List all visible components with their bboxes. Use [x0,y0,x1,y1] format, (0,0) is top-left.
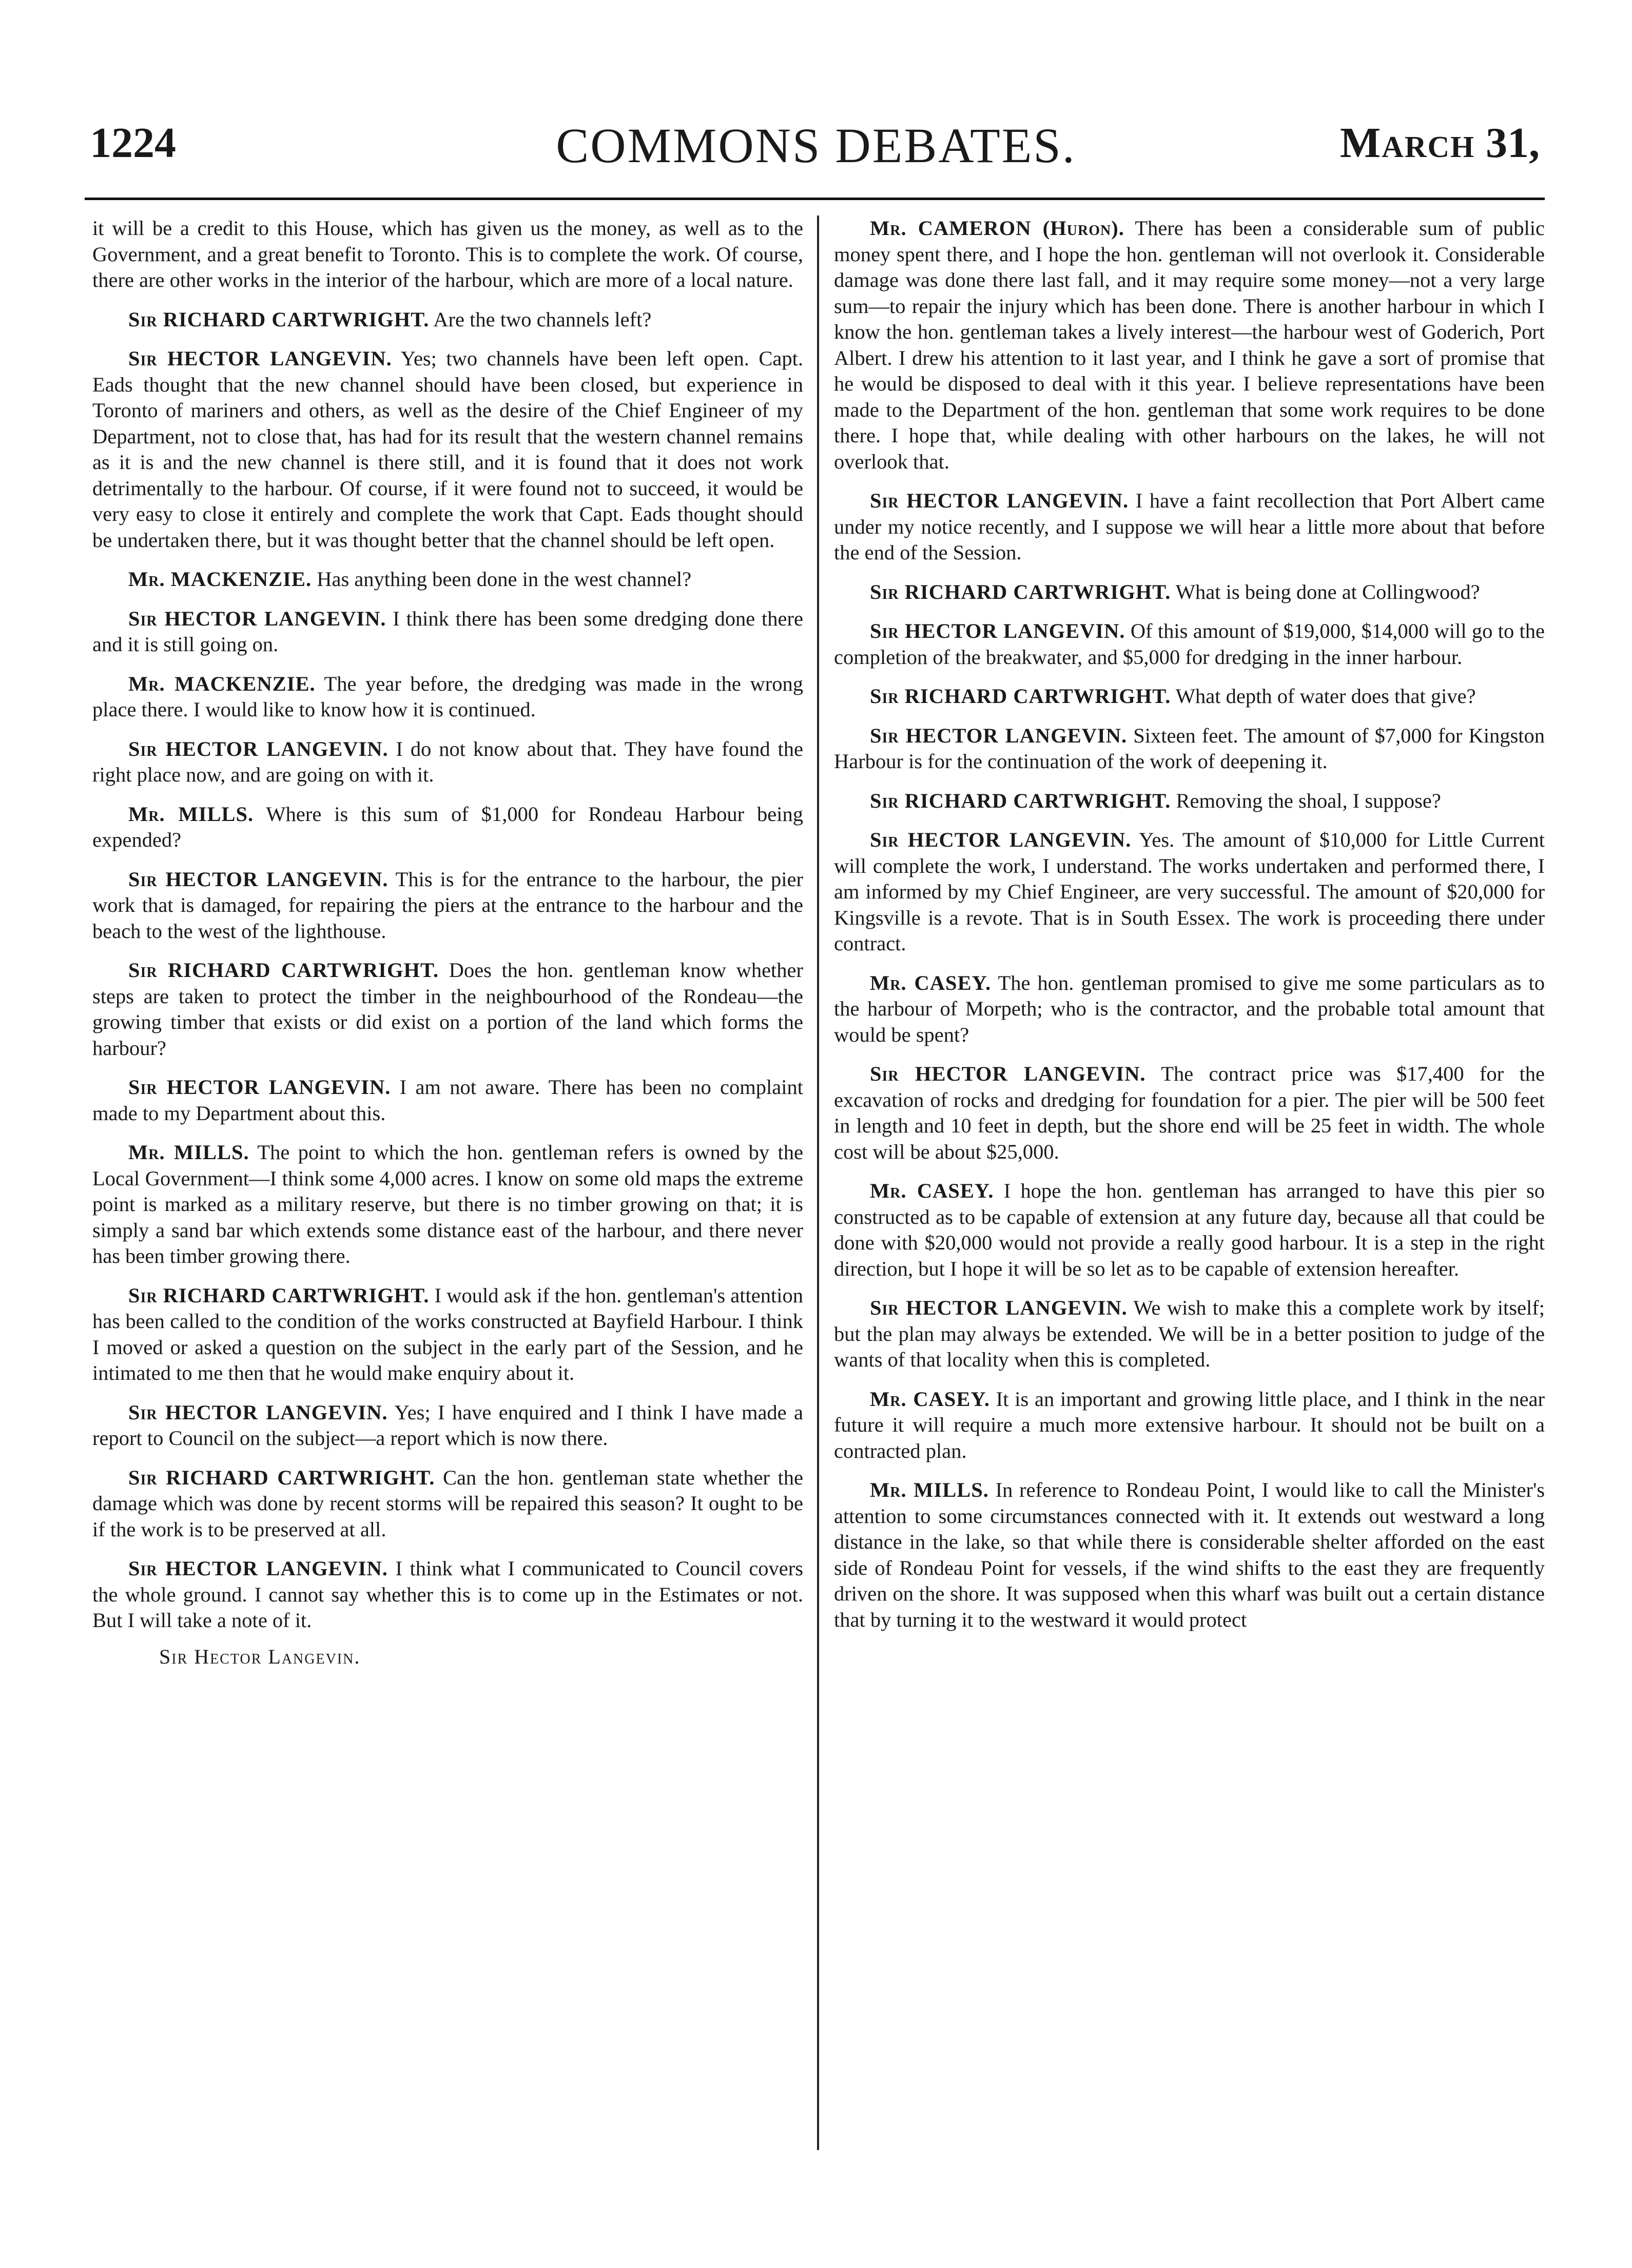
paragraph [834,1178,1545,1282]
paragraph [834,788,1545,814]
paragraph-text: it will be a credit to this House, which has given us the money, as well as to the Government, and a great benefit to Toronto. This is to complete the work. Of course, there are other works in the interior of the harbour, which are more of a local nature. [92,217,803,291]
paragraph [834,1386,1545,1464]
paragraph [92,307,803,333]
paragraph [834,488,1545,566]
paragraph [834,1477,1545,1633]
paragraph [92,867,803,945]
paragraph [92,736,803,788]
speaker-name: Mr. MACKENZIE. [128,568,312,591]
speaker-name: Sir HECTOR LANGEVIN. [128,1557,388,1580]
paragraph-text: This is for the entrance to the harbour, the pier work that is damaged, for repairing the piers at the entrance to the harbour and the beach to the west of the lighthouse. [92,867,803,943]
speaker-name: Mr. MILLS. [128,1141,249,1164]
speaker-name: Mr. CAMERON (Huron). [870,217,1124,240]
left-column [92,216,803,1670]
speaker-name: Sir RICHARD CARTWRIGHT. [128,307,430,331]
speaker-name: Mr. MACKENZIE. [128,672,316,695]
paragraph [834,1061,1545,1165]
speaker-name: Mr. MILLS. [870,1478,989,1501]
speaker-name: Mr. MILLS. [128,802,254,826]
speaker-name: Sir RICHARD CARTWRIGHT. [128,1465,435,1489]
speaker-name: Sir HECTOR LANGEVIN. [128,737,388,760]
speaker-name: Sir HECTOR LANGEVIN. [870,619,1125,642]
paragraph-text: I think what I communicated to Council covers the whole ground. I cannot say whether this is to come up in the Estimates or not. But I will take a note of it. [92,1557,804,1632]
speaker-name: Mr. CASEY. [870,1387,990,1411]
paragraph-text: Yes; I have enquired and I think I have made a report to Council on the subject—a report which is now there. [92,1400,804,1450]
speaker-name: Sir RICHARD CARTWRIGHT. [870,685,1171,708]
paragraph-text: Of this amount of $19,000, $14,000 will go to the completion of the breakwater, and $5,000 for dredging in the inner harbour. [834,619,1545,669]
paragraph [834,1295,1545,1373]
page-header [0,0,1632,195]
paragraph [834,827,1545,957]
paragraph-text: It is an important and growing little place, and I think in the near future it will require a much more extensive harbour. It should not be built on a contracted plan. [834,1387,1545,1462]
paragraph-text: I think there has been some dredging done there and it is still going on. [92,607,803,656]
speaker-name: Sir RICHARD CARTWRIGHT. [128,959,439,982]
speaker-name: Sir RICHARD CARTWRIGHT. [128,1283,430,1307]
speaker-name: Sir HECTOR LANGEVIN. [128,867,388,891]
paragraph [92,216,803,294]
header-rule [85,198,1545,202]
paragraph-text: What depth of water does that give? [1175,685,1476,708]
paragraph-text: The year before, the dredging was made in the wrong place there. I would like to know how it is continued. [92,672,803,721]
right-column [834,216,1545,1646]
paragraph [834,683,1545,710]
paragraph-text: The hon. gentleman promised to give me some particulars as to the harbour of Morpeth; who is the contractor, and the probable total amount that would be spent? [834,971,1545,1046]
speaker-name: Sir RICHARD CARTWRIGHT. [870,580,1171,603]
paragraph-text: Removing the shoal, I suppose? [1176,789,1441,812]
paragraph-text: Can the hon. gentleman state whether the damage which was done by recent storms will be repaired this season? It ought to be if the work is to be preserved at all. [92,1465,803,1541]
paragraph-text: Are the two channels left? [433,307,652,331]
paragraph-text: There has been a considerable sum of public money spent there, and I hope the hon. gentleman will not overlook it. Considerable damage was done there last fall, and it may require some money—not a very large sum—to repair the injury which has been done. There is another harbour in which I know the hon. gentleman takes a lively interest—the harbour west of Goderich, Port Albert. I drew his attention to it last year, and I think he gave a sort of promise that he would be disposed to deal with it this year. I believe representations have been made to the Department of the hon. gentleman that some work requires to be done there. I hope that, while dealing with other harbours on the lakes, he will not overlook that. [834,217,1545,473]
paragraph [92,566,803,593]
speaker-name: Sir HECTOR LANGEVIN. [128,1076,391,1099]
paragraph [92,671,803,723]
page-date [1340,118,1540,168]
paragraph-text: What is being done at Collingwood? [1175,580,1480,603]
paragraph-text: I am not aware. There has been no complaint made to my Department about this. [92,1076,804,1125]
paragraph-text: I hope the hon. gentleman has arranged to have this pier so constructed as to be capable of extension at any future day, because all that could be done with $20,000 would not provide a really good harbour. It is a step in the right direction, but I hope it will be so let as to be capable of extension hereafter. [834,1179,1545,1280]
paragraph [92,801,803,853]
date-day: 31, [1486,119,1540,167]
paragraph [834,618,1545,670]
paragraph [834,723,1545,775]
paragraph-text: We wish to make this a complete work by itself; but the plan may always be extended. We will be in a better position to judge of the wants of that locality when this is completed. [834,1296,1545,1371]
paragraph-text: Does the hon. gentleman know whether steps are taken to protect the timber in the neighbourhood of the Rondeau—the growing timber that exists or did exist on a portion of the land which forms the harbour? [92,959,804,1060]
speaker-name: Sir HECTOR LANGEVIN. [870,1062,1146,1085]
paragraph-text: Sixteen feet. The amount of $7,000 for Kingston Harbour is for the continuation of the work of deepening it. [834,724,1545,773]
paragraph [92,346,803,553]
speaker-name: Sir HECTOR LANGEVIN. [128,607,386,630]
paragraph [92,1140,803,1269]
speaker-name: Sir HECTOR LANGEVIN. [870,1296,1128,1319]
speaker-name: Sir HECTOR LANGEVIN. [870,724,1128,747]
paragraph-text: Yes; two channels have been left open. Capt. Eads thought that the new channel should have been closed, but experience in Toronto of mariners and others, as well as the desire of the Chief Engineer of my Department, not to close that, has had for its result that the western channel remains as it is and the new channel is there still, and it is found that it does not work detrimentally to the harbour. Of course, if it were found not to succeed, it would be very easy to close it entirely and complete the work that Capt. Eads thought should be undertaken there, but it was thought better that the channel should be left open. [92,347,803,552]
paragraph-text: In reference to Rondeau Point, I would like to call the Minister's attention to some circumstances connected with it. It extends out westward a long distance in the lake, so that while there is considerable shelter afforded on the east side of Rondeau Point for vessels, if the wind shifts to the east they are frequently driven on the shore. It was supposed when this wharf was built out a certain distance that by turning it to the westward it would protect [834,1478,1545,1631]
paragraph [92,957,803,1061]
speaker-name: Mr. CASEY. [870,1179,994,1202]
paragraph [834,216,1545,475]
paragraph [834,970,1545,1048]
paragraph [92,1465,803,1543]
paragraph [92,1556,803,1634]
paragraph-text: I have a faint recollection that Port Albert came under my notice recently, and I suppose we will hear a little more about that before the end of the Session. [834,489,1545,564]
speaker-name: Sir HECTOR LANGEVIN. [870,489,1129,512]
paragraph-text: The contract price was $17,400 for the excavation of rocks and dredging for foundation for a pier. The pier will be 500 feet in length and 10 feet in depth, but the shore end will be 25 feet in width. The whole cost will be about $25,000. [834,1062,1545,1163]
speaker-name: Sir HECTOR LANGEVIN. [128,347,392,370]
continuation-signature: Sir Hector Langevin. [159,1645,361,1668]
paragraph-text: The point to which the hon. gentleman refers is owned by the Local Government—I think some 4,000 acres. I know on some old maps the extreme point is marked as a military reserve, but there is no timber growing on that; it is simply a sand bar which extends some distance east of the harbour, and there never has been timber growing there. [92,1141,803,1267]
paragraph-text: I do not know about that. They have found the right place now, and are going on with it. [92,737,803,786]
paragraph [834,579,1545,605]
running-title: COMMONS DEBATES. [556,118,1076,173]
date-month: March [1340,119,1475,167]
paragraph [92,1400,803,1452]
speaker-name: Mr. CASEY. [870,971,992,994]
paragraph-text: Yes. The amount of $10,000 for Little Current will complete the work, I understand. The works undertaken and performed there, I am informed by my Chief Engineer, are very successful. The amount of $20,000 for Kingsville is a revote. That is in South Essex. The work is proceeding there under contract. [834,828,1545,955]
paragraph [92,1283,803,1386]
paragraph [92,1074,803,1126]
paragraph [92,606,803,658]
page-number: 1224 [90,119,176,167]
speaker-name: Sir HECTOR LANGEVIN. [870,828,1132,851]
column-divider [817,216,819,2150]
paragraph-text: Has anything been done in the west channel? [317,568,692,591]
speaker-name: Sir HECTOR LANGEVIN. [128,1400,388,1424]
paragraph-text: Where is this sum of $1,000 for Rondeau Harbour being expended? [92,802,803,851]
paragraph-text: I would ask if the hon. gentleman's attention has been called to the condition of the works constructed at Bayfield Harbour. I think I moved or asked a question on the subject in the early part of the Session, and he intimated to me then that he would make enquiry about it. [92,1283,804,1384]
speaker-name: Sir RICHARD CARTWRIGHT. [870,789,1171,812]
